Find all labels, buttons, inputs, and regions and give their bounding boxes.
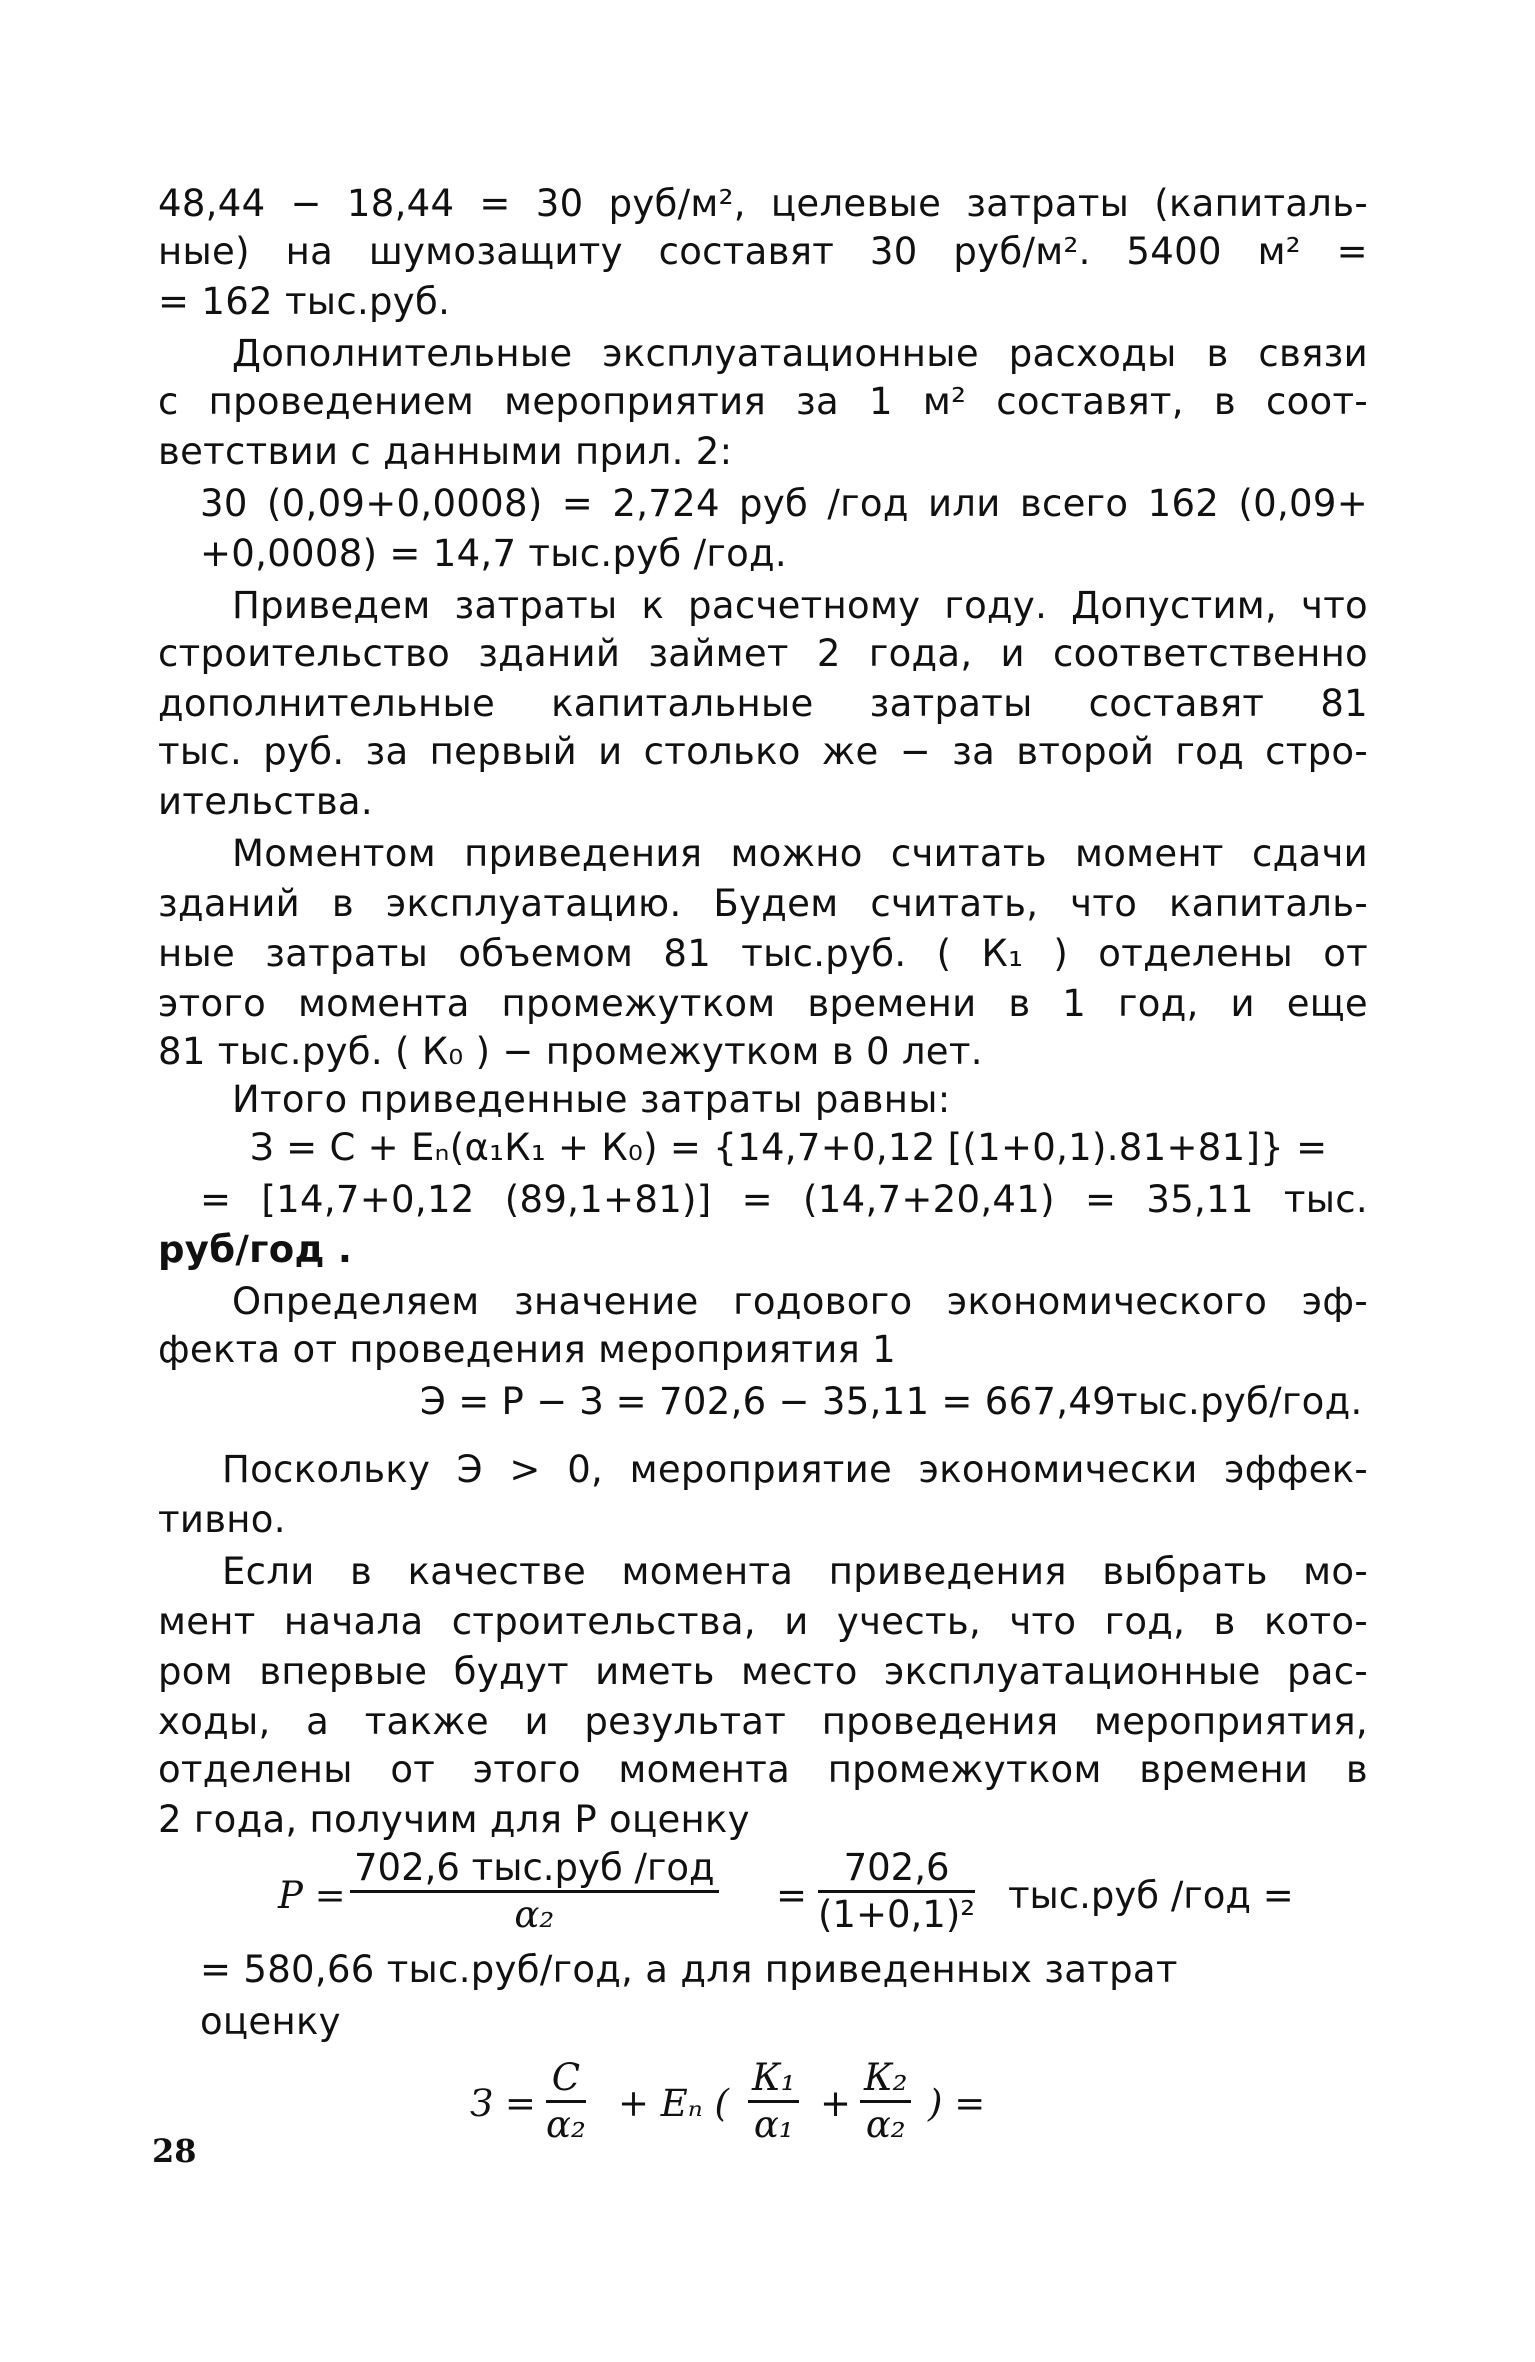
text-line: строительство зданий займет 2 года, и соответственно (158, 632, 1368, 675)
formula-z-mid: + Еₙ ( (618, 2082, 729, 2125)
text-line: этого момента промежутком времени в 1 год, и еще (158, 982, 1368, 1025)
formula-p-lhs: Р = (278, 1874, 346, 1917)
text-line: ительства. (158, 780, 373, 823)
formula-z-denominator-k1: α₁ (753, 2103, 794, 2146)
formula-p-fraction-1 (350, 1846, 719, 1937)
text-line: Моментом приведения можно считать момент сдачи (232, 832, 1368, 875)
text-line: ные) на шумозащиту составят 30 руб/м². 5400 м² = (158, 230, 1368, 273)
text-line: зданий в эксплуатацию. Будем считать, что капиталь- (158, 882, 1368, 925)
formula-p-denominator-2: (1+0,1)² (818, 1893, 976, 1936)
text-line: Приведем затраты к расчетному году. Допустим, что (232, 584, 1368, 627)
text-line: 2 года, получим для Р оценку (158, 1798, 750, 1841)
text-line: руб/год . (158, 1228, 353, 1271)
text-line: оценку (200, 2000, 341, 2043)
text-line: 81 тыс.руб. ( К₀ ) − промежутком в 0 лет. (158, 1030, 983, 1073)
text-line: мент начала строительства, и учесть, что год, в кото- (158, 1600, 1368, 1643)
formula-line: Э = Р − З = 702,6 − 35,11 = 667,49тыс.руб/год. (420, 1380, 1363, 1423)
formula-p-numerator-1: 702,6 тыс.руб /год (350, 1846, 719, 1893)
formula-p-denominator-1: α₂ (514, 1893, 555, 1936)
text-line: ходы, а также и результат проведения мероприятия, (158, 1700, 1368, 1743)
formula-z-plus: + (820, 2082, 852, 2125)
formula-z-fraction-c (546, 2056, 586, 2147)
formula-z-lhs: З = (470, 2082, 536, 2125)
formula-p-equals: = (776, 1874, 808, 1917)
formula-z-denominator-k2: α₂ (865, 2103, 906, 2146)
text-line: = 162 тыс.руб. (158, 280, 451, 323)
text-line: Определяем значение годового экономического эф- (232, 1280, 1368, 1323)
text-line: Дополнительные эксплуатационные расходы в связи (232, 332, 1368, 375)
text-line: ные затраты объемом 81 тыс.руб. ( К₁ ) отделены от (158, 932, 1368, 975)
text-line: +0,0008) = 14,7 тыс.руб /год. (200, 532, 787, 575)
text-line: Итого приведенные затраты равны: (232, 1078, 951, 1121)
formula-z-numerator-k1: К₁ (748, 2056, 799, 2103)
formula-z-tail: ) = (928, 2082, 986, 2125)
formula-p-fraction-2 (818, 1846, 975, 1937)
formula-z-denominator-c: α₂ (546, 2103, 586, 2146)
text-line: фекта от проведения мероприятия 1 (158, 1328, 897, 1371)
text-line: = 580,66 тыс.руб/год, а для приведенных затрат (200, 1948, 1178, 1991)
formula-z-fraction-k2 (860, 2056, 911, 2147)
text-line: тивно. (158, 1498, 286, 1541)
formula-z-fraction-k1 (748, 2056, 799, 2147)
text-line: с проведением мероприятия за 1 м² составят, в соот- (158, 380, 1368, 423)
text-line: 48,44 − 18,44 = 30 руб/м², целевые затраты (капиталь- (158, 182, 1368, 225)
formula-line: З = С + Еₙ(α₁К₁ + К₀) = {14,7+0,12 [(1+0,1).81+81]} = (250, 1126, 1328, 1169)
formula-line: = [14,7+0,12 (89,1+81)] = (14,7+20,41) = 35,11 тыс. (200, 1178, 1368, 1221)
formula-p-tail: тыс.руб /год = (1008, 1874, 1294, 1917)
formula-z-numerator-c: С (546, 2056, 586, 2103)
formula-p-numerator-2: 702,6 (818, 1846, 975, 1893)
page-number: 28 (152, 2132, 197, 2170)
formula-z-numerator-k2: К₂ (860, 2056, 911, 2103)
text-line: тыс. руб. за первый и столько же − за второй год стро- (158, 730, 1368, 773)
text-line: 30 (0,09+0,0008) = 2,724 руб /год или всего 162 (0,09+ (200, 482, 1368, 525)
text-line: дополнительные капитальные затраты составят 81 (158, 682, 1368, 725)
text-line: отделены от этого момента промежутком времени в (158, 1748, 1368, 1791)
text-line: ром впервые будут иметь место эксплуатационные рас- (158, 1650, 1368, 1693)
text-line: ветствии с данными прил. 2: (158, 430, 733, 473)
text-line: Если в качестве момента приведения выбрать мо- (222, 1550, 1368, 1593)
text-line: Поскольку Э > 0, мероприятие экономически эффек- (222, 1448, 1368, 1491)
